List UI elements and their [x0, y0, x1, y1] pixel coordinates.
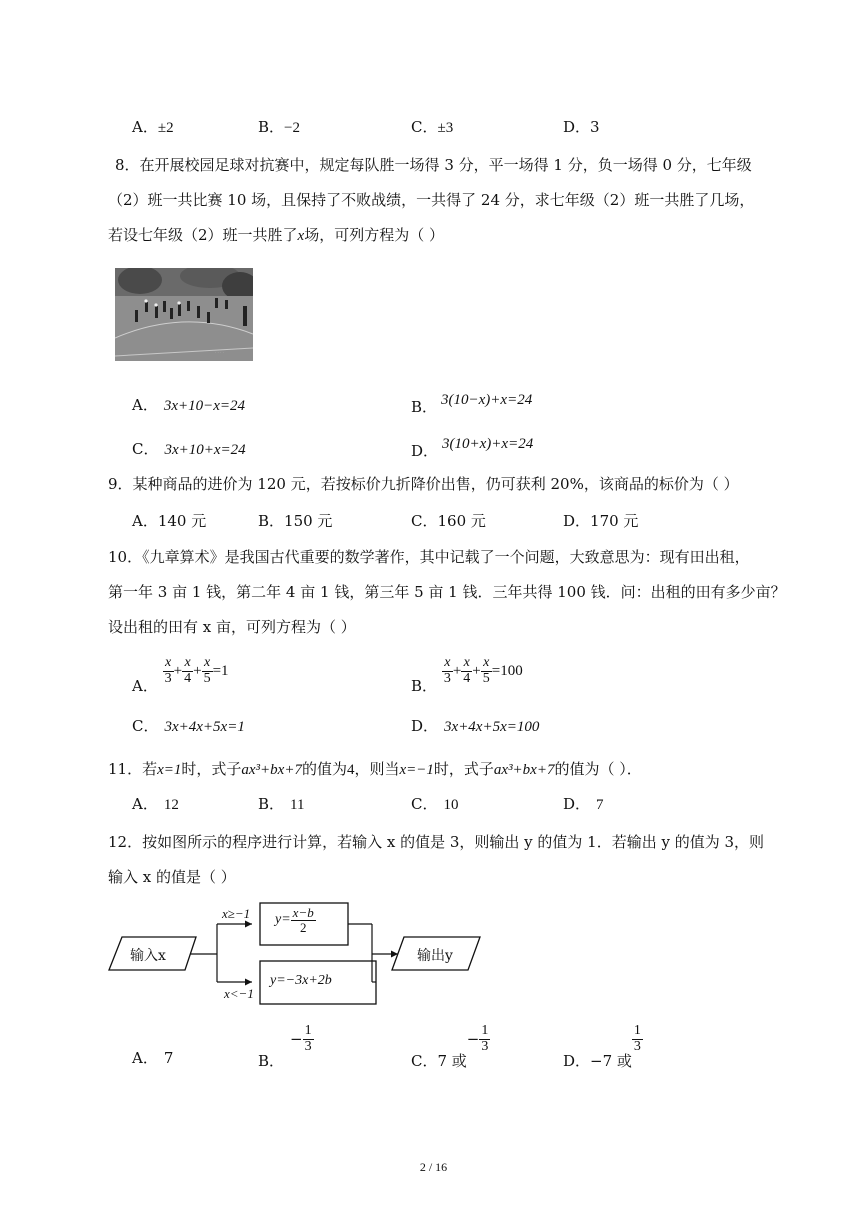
q10-option-b: B． $\frac{x}{3}$ + $\frac{x}{4}$ + $\frac{x}{5}$ =100: [411, 655, 523, 696]
q8-option-c: C． 3x+10+x=24: [132, 440, 246, 458]
q8-option-b: B． 3(10−x)+x=24: [411, 392, 533, 416]
flow-output-label: 输出y: [417, 948, 453, 964]
q11-option-b: B． 11: [258, 795, 305, 813]
q12-line1: 12．按如图所示的程序进行计算，若输入 x 的值是 3，则输出 y 的值为 1．若输出 y 的值为 3，则: [108, 833, 765, 851]
soccer-photo: [115, 268, 253, 361]
q8-option-a: A． 3x+10−x=24: [132, 396, 246, 414]
q9-option-c: C．160 元: [411, 512, 486, 530]
svg-text:· · · ·: · · · ·: [215, 350, 224, 355]
q12-line2: 输入 x 的值是（ ）: [108, 868, 236, 886]
q10-option-a: A． $\frac{x}{3}$ + $\frac{x}{4}$ + $\frac{x}{5}$ =1: [132, 655, 229, 696]
flow-input-label: 输入x: [130, 948, 166, 964]
box2-formula: y=−3x+2b: [270, 973, 332, 988]
cond-top: x≥−1: [222, 906, 251, 921]
q12-option-d: D．−7 或 $\frac{1}{3}$: [563, 1023, 641, 1071]
q10-option-c: C． 3x+4x+5x=1: [132, 717, 245, 735]
q9-option-a: A．140 元: [132, 512, 207, 530]
q10-line2: 第一年 3 亩 1 钱，第二年 4 亩 1 钱，第三年 5 亩 1 钱．三年共得 100 钱．问：出租的田有多少亩？: [108, 583, 786, 601]
cond-bottom: x<−1: [224, 986, 254, 1001]
q8-line1: 8．在开展校园足球对抗赛中，规定每队胜一场得 3 分，平一场得 1 分，负一场得 0 分，七年级: [115, 156, 752, 174]
q7-option-d: D．3: [563, 118, 600, 136]
q12-option-a: A． 7: [132, 1049, 174, 1067]
fraction: $\frac{x}{3}$: [164, 655, 172, 686]
q9-option-b: B．150 元: [258, 512, 333, 530]
q8-line3: 若设七年级（2）班一共胜了x场，可列方程为（ ）: [108, 226, 444, 244]
q11-option-a: A． 12: [132, 795, 179, 813]
q11-option-c: C． 10: [411, 795, 459, 813]
q8-option-d: D． 3(10+x)+x=24: [411, 436, 534, 460]
q7-option-b: B．−2: [258, 118, 300, 136]
q10-line1: 10．《九章算术》是我国古代重要的数学著作，其中记载了一个问题，大致意思为：现有田出租，: [108, 548, 750, 566]
q10-option-d: D． 3x+4x+5x=100: [411, 717, 540, 735]
q12-option-b: B．− $\frac{1}{3}$: [258, 1023, 312, 1071]
q11-option-d: D． 7: [563, 795, 604, 813]
box1-formula: y= $\frac{x-b}{2}$: [275, 905, 314, 935]
program-flowchart: [100, 898, 490, 1010]
q8-line2: （2）班一共比赛 10 场，且保持了不败战绩，一共得了 24 分，求七年级（2）班一共胜了几场，: [108, 191, 755, 209]
q9-option-d: D．170 元: [563, 512, 639, 530]
q12-option-c: C．7 或− $\frac{1}{3}$: [411, 1023, 489, 1071]
page-number: 2 / 16: [419, 1160, 448, 1174]
q11-text: 11．若x=1时，式子ax³+bx+7的值为4，则当x=−1时，式子ax³+bx+7的值为（ ）．: [108, 760, 642, 778]
q7-option-a: A．±2: [132, 118, 174, 136]
q10-line3: 设出租的田有 x 亩，可列方程为（ ）: [108, 618, 356, 636]
q9-text: 9．某种商品的进价为 120 元，若按标价九折降价出售，仍可获利 20%，该商品的标价为（ ）: [108, 475, 739, 493]
q7-option-c: C．±3: [411, 118, 454, 136]
